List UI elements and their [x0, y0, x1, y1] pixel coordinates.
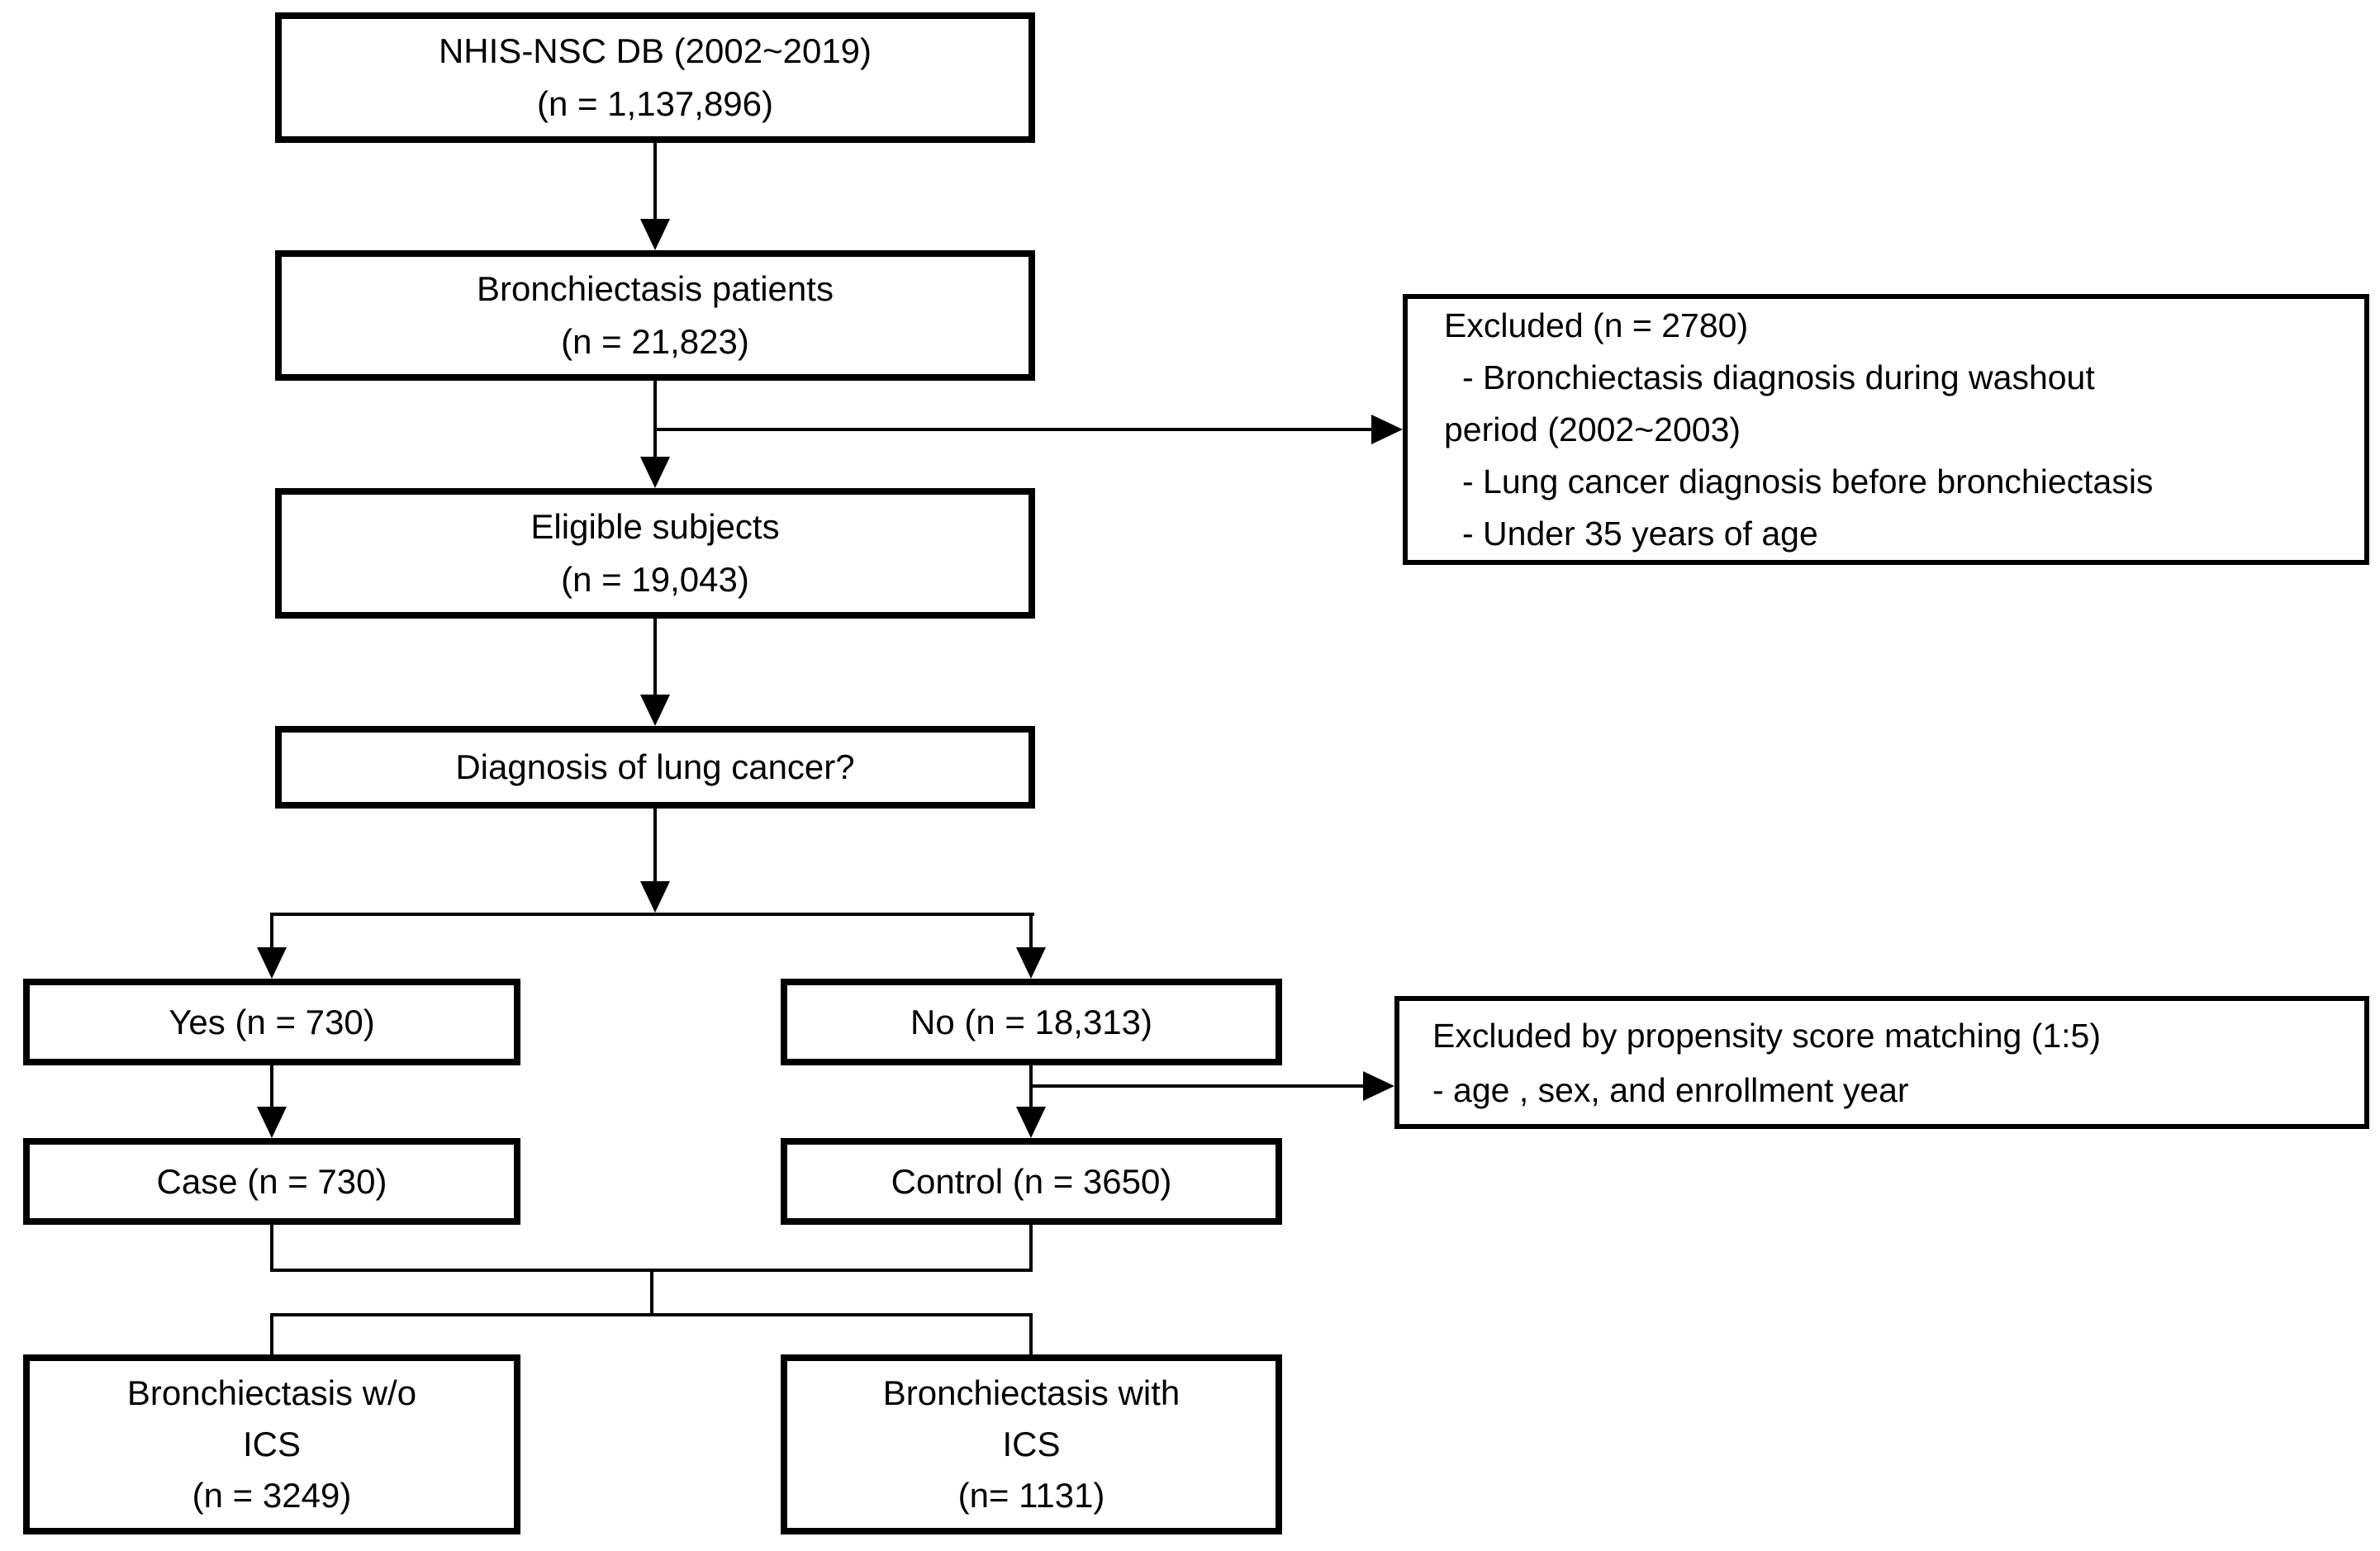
connector-line [1029, 1065, 1033, 1110]
box-diagnosis-of-lung-cancer [275, 726, 1035, 809]
arrowhead-down-icon [1016, 1107, 1046, 1138]
box-bronchiectasis-with-ics [781, 1354, 1282, 1534]
box-line: Diagnosis of lung cancer? [455, 747, 855, 786]
arrowhead-down-icon [1016, 947, 1046, 979]
connector-line [653, 381, 657, 460]
box-line: - Under 35 years of age [1462, 514, 1818, 553]
connector-line [650, 1269, 653, 1316]
box-no [781, 979, 1282, 1065]
arrowhead-down-icon [640, 881, 670, 913]
connector-line-to-excluded [1031, 1084, 1365, 1088]
connector-line [653, 807, 657, 885]
box-line: (n= 1131) [957, 1476, 1105, 1515]
box-excluded-washout [1403, 294, 2369, 565]
arrowhead-right-icon [1371, 415, 1403, 444]
box-line: (n = 19,043) [561, 560, 749, 599]
connector-line [270, 1065, 273, 1110]
arrowhead-right-icon [1363, 1071, 1394, 1101]
box-line: No (n = 18,313) [910, 1002, 1152, 1041]
connector-line [270, 1313, 273, 1354]
box-line: NHIS-NSC DB (2002~2019) [438, 31, 872, 70]
box-line: Excluded by propensity score matching (1:5) [1432, 1016, 2102, 1055]
connector-line [270, 1225, 273, 1272]
box-line: - Lung cancer diagnosis before bronchiectasis [1462, 462, 2154, 500]
connector-line [1029, 916, 1033, 951]
box-eligible-subjects [275, 488, 1035, 619]
box-line: Yes (n = 730) [169, 1002, 375, 1041]
box-line: period (2002~2003) [1444, 410, 1741, 448]
arrowhead-down-icon [257, 1107, 287, 1138]
box-line: Bronchiectasis with [882, 1373, 1180, 1412]
box-line: (n = 3249) [192, 1476, 352, 1515]
box-yes [23, 979, 520, 1065]
box-line: Eligible subjects [530, 507, 780, 546]
arrowhead-down-icon [257, 947, 287, 979]
branch-split-line [270, 913, 1034, 916]
box-line: ICS [1002, 1425, 1061, 1463]
box-line: Bronchiectasis patients [477, 269, 834, 308]
arrowhead-down-icon [640, 219, 670, 250]
box-bronchiectasis-patients [275, 250, 1035, 381]
box-line: Control (n = 3650) [891, 1161, 1172, 1201]
box-case [23, 1138, 520, 1225]
box-line: - Bronchiectasis diagnosis during washout [1462, 358, 2095, 396]
box-line: Excluded (n = 2780) [1444, 306, 1749, 344]
connector-line [1029, 1313, 1033, 1354]
connector-line [270, 916, 273, 951]
box-nhis-nsc-db [275, 12, 1035, 143]
box-control [781, 1138, 1282, 1225]
box-line: - age , sex, and enrollment year [1432, 1070, 1909, 1109]
connector-line-to-excluded [655, 428, 1373, 431]
box-excluded-propensity-matching [1394, 996, 2369, 1129]
box-line: (n = 21,823) [561, 322, 749, 361]
arrowhead-down-icon [640, 457, 670, 488]
connector-line [653, 143, 657, 222]
box-line: Case (n = 730) [156, 1161, 387, 1201]
box-line: ICS [242, 1425, 301, 1463]
arrowhead-down-icon [640, 695, 670, 726]
bottom-split-line [270, 1313, 1033, 1316]
connector-line [1029, 1225, 1033, 1272]
box-line: Bronchiectasis w/o [126, 1373, 417, 1412]
box-line: (n = 1,137,896) [536, 84, 774, 123]
connector-line [653, 619, 657, 698]
box-bronchiectasis-without-ics [23, 1354, 520, 1534]
